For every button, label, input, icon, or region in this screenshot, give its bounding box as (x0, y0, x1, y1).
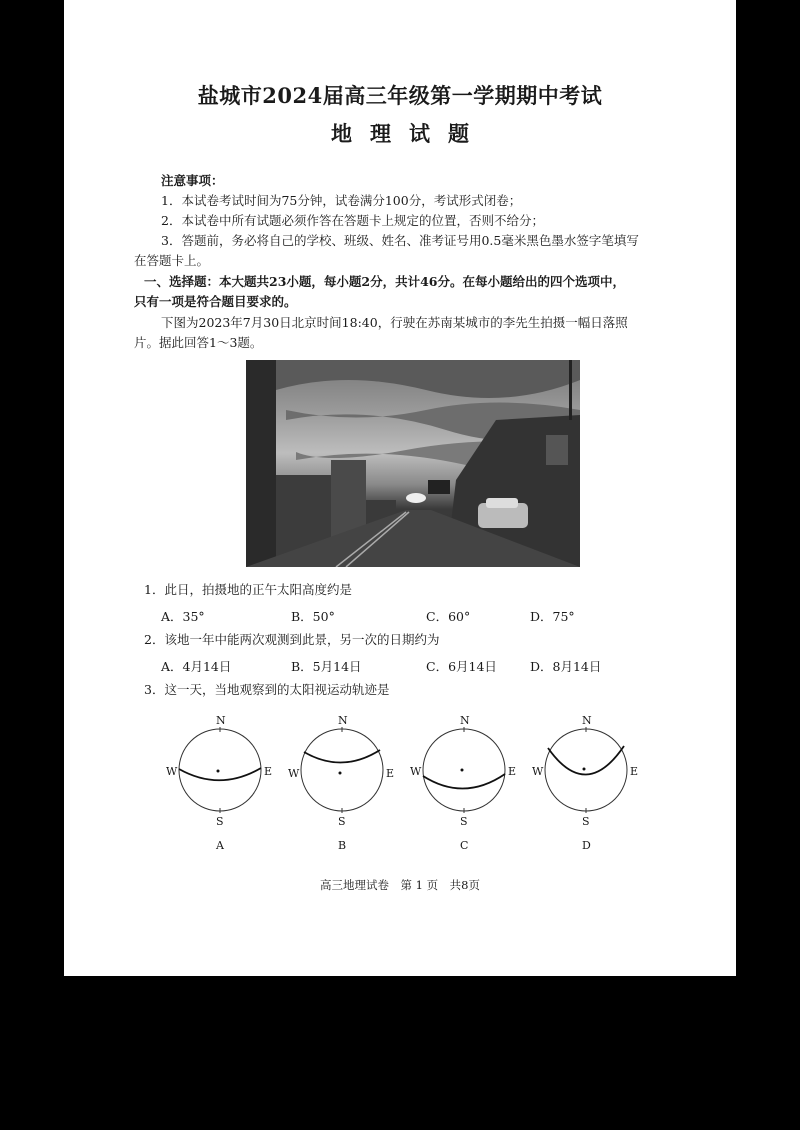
q2-option-b[interactable]: B．5月14日 (291, 659, 362, 674)
west-label: W (410, 765, 422, 778)
sun-path-diagram-b[interactable] (282, 712, 402, 862)
q2-option-d[interactable]: D．8月14日 (530, 659, 602, 674)
east-label: E (508, 765, 517, 778)
west-label: W (288, 767, 300, 780)
exam-title: 盐城市2024届高三年级第一学期期中考试 (197, 83, 603, 108)
south-label: S (216, 815, 224, 828)
section-heading: 一、选择题：本大题共23小题，每小题2分，共计46分。在每小题给出的四个选项中， (144, 274, 625, 289)
south-label: S (460, 815, 468, 828)
east-label: E (386, 767, 395, 780)
q1-option-a[interactable]: A．35° (161, 609, 205, 624)
north-label: N (460, 714, 470, 727)
sunset-photo (246, 360, 580, 567)
east-label: E (630, 765, 639, 778)
section-heading-cont: 只有一项是符合题目要求的。 (134, 294, 297, 309)
question-3-stem: 3．这一天，当地观察到的太阳视运动轨迹是 (144, 682, 390, 697)
notice-item-2: 2．本试卷中所有试题必须作答在答题卡上规定的位置，否则不给分； (161, 213, 544, 228)
question-2-stem: 2．该地一年中能两次观测到此景，另一次的日期约为 (144, 632, 440, 647)
sun-path-diagram-a[interactable] (160, 712, 280, 862)
exam-page (64, 0, 736, 976)
notice-item-1: 1．本试卷考试时间为75分钟，试卷满分100分，考试形式闭卷； (161, 193, 522, 208)
exam-subtitle: 地理试题 (331, 121, 487, 146)
west-label: W (532, 765, 544, 778)
diagram-label: D (582, 839, 591, 852)
diagram-label: A (216, 839, 224, 852)
q2-option-c[interactable]: C．6月14日 (426, 659, 497, 674)
q1-option-b[interactable]: B．50° (291, 609, 335, 624)
diagram-label: B (338, 839, 347, 852)
question-1-stem: 1．此日，拍摄地的正午太阳高度约是 (144, 582, 352, 597)
north-label: N (216, 714, 226, 727)
sun-path-diagram-d[interactable] (526, 712, 646, 862)
notice-item-3-cont: 在答题卡上。 (134, 253, 210, 268)
q2-option-a[interactable]: A．4月14日 (161, 659, 232, 674)
q1-option-c[interactable]: C．60° (426, 609, 471, 624)
q1-option-d[interactable]: D．75° (530, 609, 575, 624)
diagram-label: C (460, 839, 469, 852)
north-label: N (338, 714, 348, 727)
notice-heading: 注意事项： (161, 173, 224, 188)
north-label: N (582, 714, 592, 727)
west-label: W (166, 765, 178, 778)
east-label: E (264, 765, 273, 778)
south-label: S (582, 815, 590, 828)
page-footer: 高三地理试卷 第 1 页 共8页 (320, 878, 480, 892)
notice-item-3: 3．答题前，务必将自己的学校、班级、姓名、准考证号用0.5毫米黑色墨水签字笔填写 (161, 233, 639, 248)
intro-text: 下图为2023年7月30日北京时间18:40，行驶在苏南某城市的李先生拍摄一幅日落照 (161, 315, 628, 330)
intro-text-cont: 片。据此回答1～3题。 (134, 335, 263, 350)
south-label: S (338, 815, 346, 828)
sun-path-diagram-c[interactable] (404, 712, 524, 862)
